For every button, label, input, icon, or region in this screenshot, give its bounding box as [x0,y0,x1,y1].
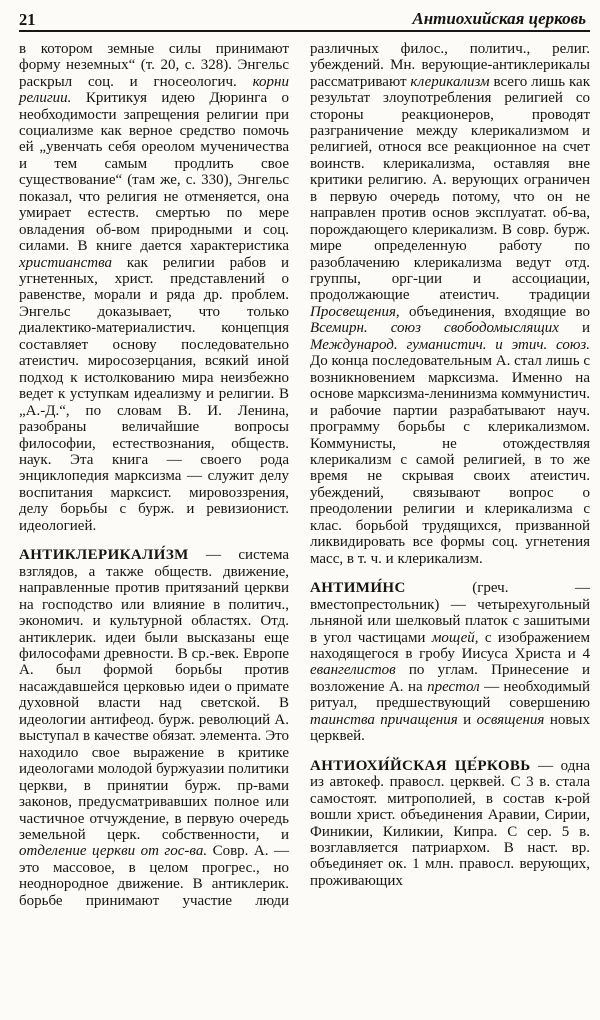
italic-term: христианства [19,254,112,271]
page-header [19,10,590,32]
body-text-run: по углам. Принесение и возложение А. на [310,662,590,695]
italic-term: Просвещения, [310,303,400,320]
italic-term: мощей, [431,629,479,646]
text-columns [19,41,590,910]
italic-term: отделение церкви от гос-ва. [19,843,208,860]
article-anti-duhring-continuation [19,41,289,535]
body-text-run: — система взглядов, а также обществ. движение, направленные против притязаний церкви на господство или влияние в политич., экономич. и культурной областях. Отд. антиклерик. идеи были высказаны еще философами древности. В ср.-век. Европе А. был формой борьбы против насаждавшейся церковью идеи о примате духовной власти над светской. В идеологии антифеод. бурж. революций А. выступал в качестве обязат. элемента. Это находило свое выражение в критике идеологами молодой буржуазии политики церкви, в принятии бурж. пр-вами законов, предусматривавших полное или частичное отчуждение, в первую очередь земельной церк. собственности, и [19,547,289,843]
body-text-run: объединения, входящие во [399,303,590,320]
entry-headword: АНТИОХИ́ЙСКАЯ ЦЕ́РКОВЬ [310,757,531,774]
italic-term: Всемирн. союз свободомыслящих [310,320,559,337]
body-text-run: (греч. — вместопрестольник) — четырехугольный льняной или шелковый платок с зашитыми в угол частицами [310,580,590,646]
right-column [310,41,590,910]
body-text-run: в котором земные силы принимают форму неземных“ (т. 20, с. 328). Энгельс раскрыл соц. и гносеологич. [19,40,289,90]
body-text-run: всего лишь как результат злоупотребления религией со стороны реакционеров, проводят разграничение между клерикализмом и религией, относя все реакционное на счет воинств. клерикализма, оставляя вне критики религию. А. верующих ограничен в первую очередь потому, что он не направлен против основ эксплуатат. об-ва, порождающего клерикализм. В совр. бурж. мире определенную работу по разоблачению клерикализма ведут отд. группы, орг-ции и ассоциации, продолжающие атеистич. традиции [310,73,590,304]
italic-term: Международ. гуманистич. и этич. союз. [310,336,590,353]
page-number: 21 [19,9,36,29]
italic-term: корни религии. [19,73,289,107]
body-text-run: До конца последовательным А. стал лишь с возникновением марксизма. Именно на основе марксизма-ленинизма коммунистич. и рабочие партии разрабатывают науч. программу борьбы с клерикализмом. Коммунисты, не отождествляя клерикализм с самой религией, в то же время не скрывая своих атеистич. убеждений, связывают вопрос о преодолении религии и клерикализма с клас. борьбой трудящихся, призванной ликвидировать все формы соц. угнетения масс, в т. ч. и клерикализм. [310,353,590,567]
italic-term: престол [427,678,480,695]
entry-antiohiyskaya-cerkov [310,758,590,890]
italic-term: таинства причащения [310,711,458,728]
entry-antiklerikalizm-continued [310,41,590,568]
left-column [19,41,289,910]
entry-antiklerikalizm [19,547,289,909]
body-text-run: Совр. А. — это массовое, в целом прогрес., но неоднородное движение. В антиклерик. борьбе принимают участие люди [19,843,289,909]
body-text-run: новых церквей. [310,711,591,745]
body-text-run: с изображением находящегося в гробу Иисуса Христа и 4 [310,629,591,662]
entry-headword: АНТИМИ́НС [310,580,406,597]
body-text-run: и [558,320,590,337]
body-text-run: Критикуя идею Дюринга о необходимости запрещения религии при социализме как верное средство помочь ей „увенчать себя ореолом мученичества и тем самым продлить свое существование“ (там же, с. 330), Энгельс показал, что религия не отменяется, она умирает естеств. смертью по мере овладения об-вом природными и соц. силами. В книге дается характеристика [19,90,289,255]
italic-term: клерикализм [410,73,490,90]
running-head: Антиохийская церковь [412,9,586,28]
entry-headword: АНТИКЛЕРИКАЛИ́ЗМ [19,547,189,564]
body-text-run: — одна из автокеф. правосл. церквей. С 3 в. стала самостоят. митрополией, в состав к-рой вошли христ. объединения Аравии, Сирии, Финикии, Киликии, Кипра. С сер. 5 в. возглавляется патриархом. В наст. вр. объединяет ок. 1 млн. правосл. верующих, проживающих [310,757,591,889]
body-text-run: и [457,711,477,728]
body-text-run: как религии рабов и угнетенных, христ. представлений о равенстве, морали и ряда др. проблем. Энгельс доказывает, что только диалектико-материалистич. концепция составляет основу последовательно атеистич. миросозерцания, всякий иной подход к истолкованию мира неизбежно ведет к уступкам идеализму и религии. В „А.-Д.“, по словам В. И. Ленина, разобраны величайшие вопросы философии, естествознания, обществ. наук. Эта книга — своего рода энциклопедия марксизма — служит делу воспитания марксист. мировоззрения, делу борьбы с бурж. и ревизионист. идеологией. [19,254,289,534]
entry-antimins [310,580,590,745]
italic-term: евангелистов [310,662,396,679]
body-text-run: различных филос., политич., религ. убеждений. Мн. верующие-антиклерикалы рассматривают [310,40,590,90]
italic-term: освящения [476,711,545,728]
body-text-run: — необходимый ритуал, предшествующий совершению [310,678,591,712]
